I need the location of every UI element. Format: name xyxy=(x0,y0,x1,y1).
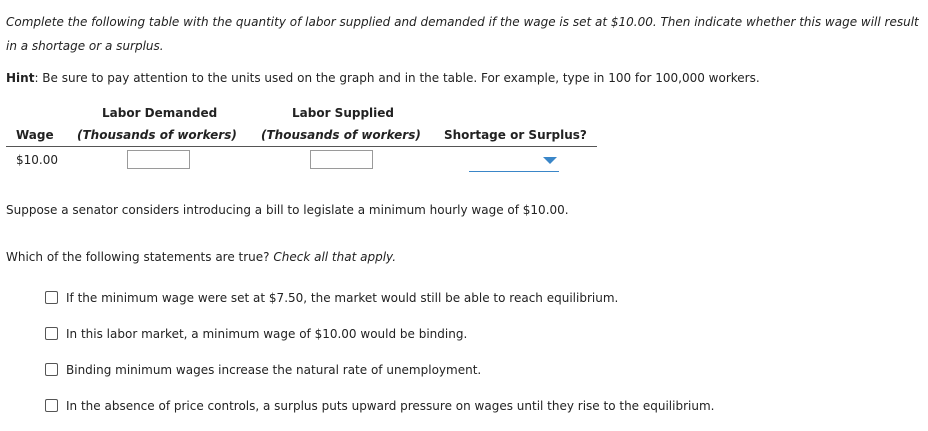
labor-table xyxy=(6,104,597,176)
option-3-label: Binding minimum wages increase the natural rate of unemployment. xyxy=(66,363,482,377)
option-2-label: In this labor market, a minimum wage of $10.00 would be binding. xyxy=(66,327,468,341)
header-divider xyxy=(6,146,597,147)
shortage-surplus-dropdown[interactable] xyxy=(469,151,559,172)
option-2-checkbox[interactable] xyxy=(45,327,58,340)
option-4-checkbox[interactable] xyxy=(45,399,58,412)
option-1-label: If the minimum wage were set at $7.50, the market would still be able to reach equilibrium. xyxy=(66,291,619,305)
header-labor-demanded: Labor Demanded xyxy=(102,106,218,120)
header-shortage-surplus: Shortage or Surplus? xyxy=(444,128,587,142)
question-instruction: Check all that apply. xyxy=(273,250,397,264)
question-body: Which of the following statements are true? xyxy=(6,250,274,264)
hint-body: : Be sure to pay attention to the units used on the graph and in the table. For example, type in 100 for 100,000 workers. xyxy=(34,71,760,85)
hint-text xyxy=(6,70,760,86)
header-labor-supplied: Labor Supplied xyxy=(292,106,394,120)
header-demanded-units: (Thousands of workers) xyxy=(77,128,237,142)
header-wage: Wage xyxy=(16,128,54,142)
header-supplied-units: (Thousands of workers) xyxy=(261,128,421,142)
labor-demanded-input[interactable] xyxy=(127,150,190,169)
option-4-label: In the absence of price controls, a surplus puts upward pressure on wages until they rise to the equilibrium. xyxy=(66,399,715,413)
option-1-checkbox[interactable] xyxy=(45,291,58,304)
question-text xyxy=(6,249,396,265)
labor-supplied-input[interactable] xyxy=(310,150,373,169)
instructions-text: Complete the following table with the quantity of labor supplied and demanded if the wage is set at $10.00. Then indicate whether this wage will result in a shortage or a surplus. xyxy=(6,15,919,53)
dropdown-caret-icon xyxy=(543,157,557,164)
option-3-checkbox[interactable] xyxy=(45,363,58,376)
row-wage: $10.00 xyxy=(16,153,58,167)
scenario-text: Suppose a senator considers introducing a bill to legislate a minimum hourly wage of $10.00. xyxy=(6,203,569,217)
hint-label: Hint xyxy=(6,71,35,85)
